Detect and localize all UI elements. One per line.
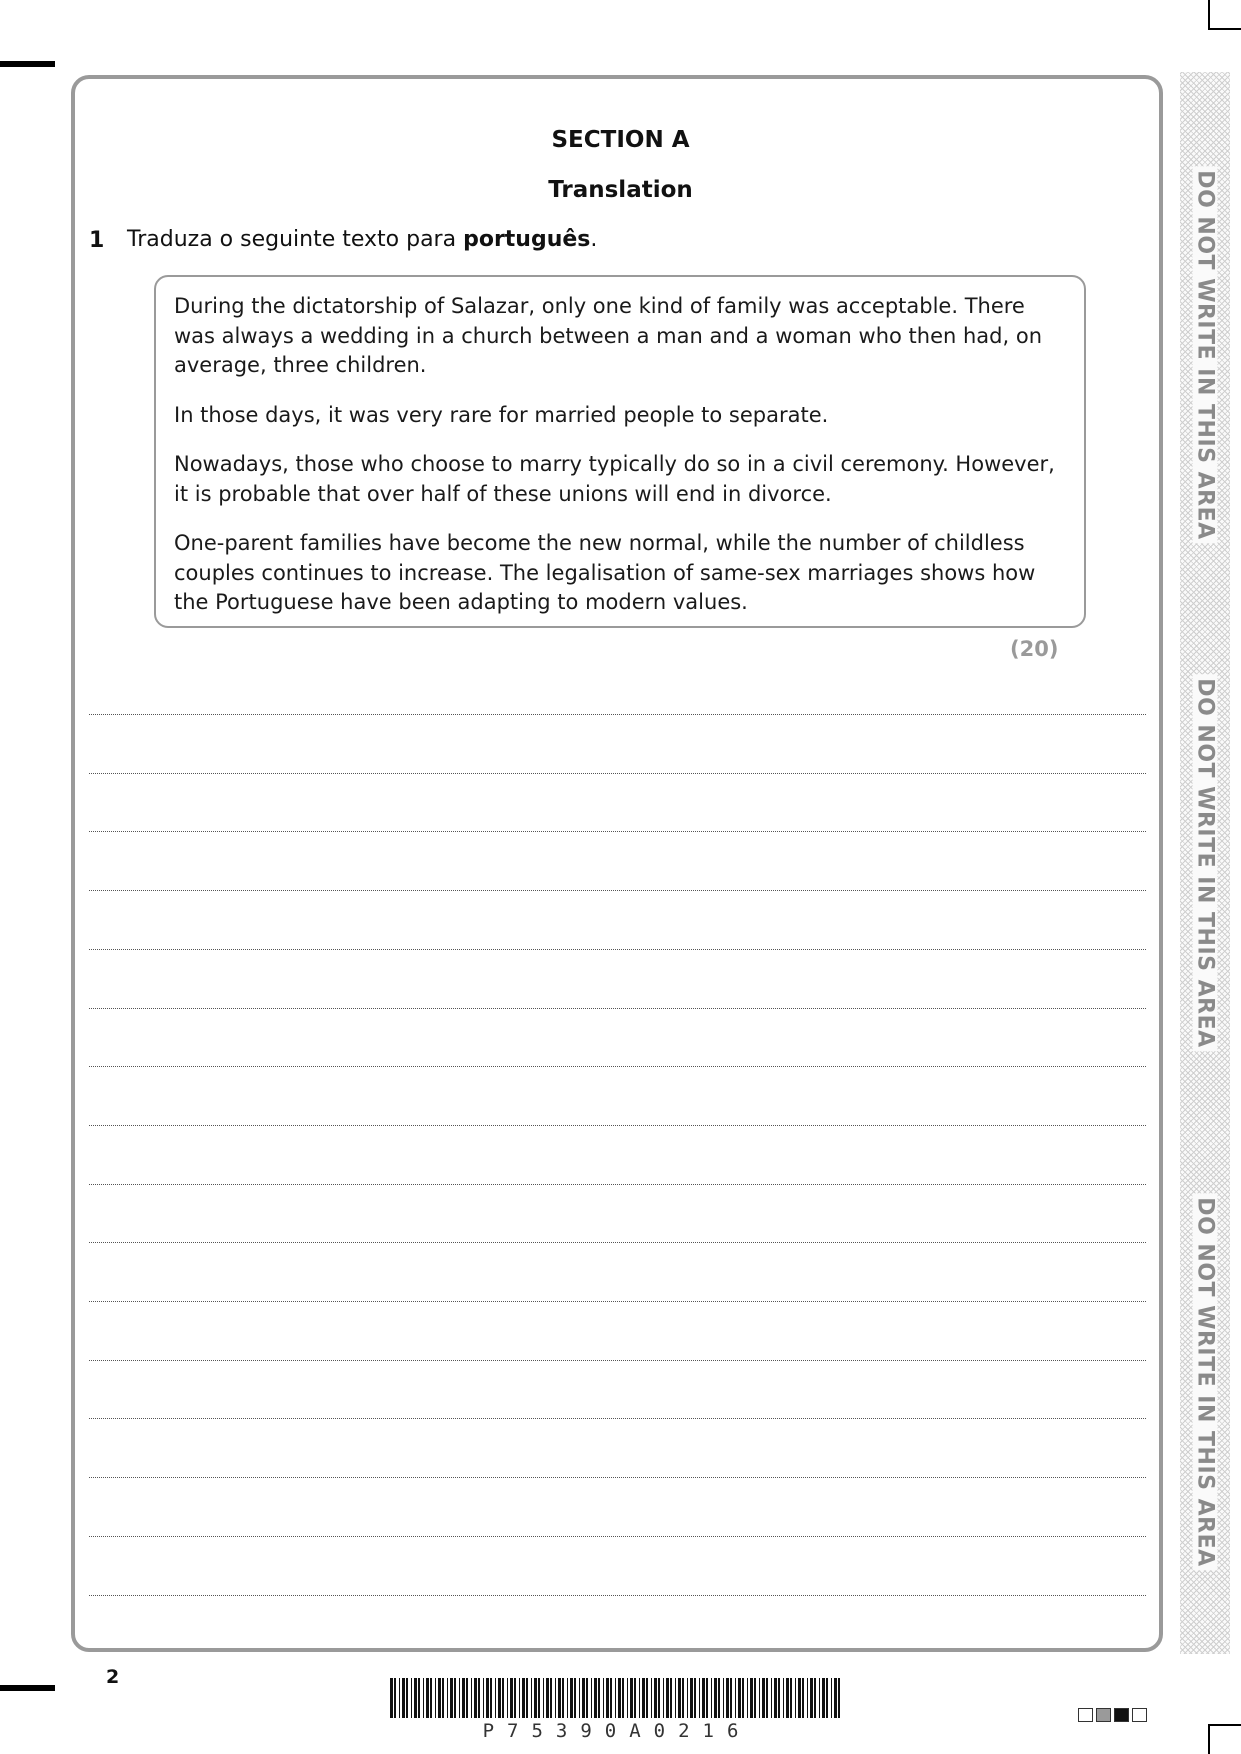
barcode-bar: [538, 1678, 540, 1718]
barcode-bar: [678, 1678, 681, 1718]
barcode-bar: [570, 1678, 573, 1718]
section-title: SECTION A: [551, 127, 690, 153]
barcode-bar: [622, 1678, 624, 1718]
barcode-bar: [646, 1678, 648, 1718]
barcode-bar: [699, 1678, 700, 1718]
answer-line[interactable]: [89, 949, 1146, 950]
barcode-bar: [783, 1678, 784, 1718]
barcode-bar: [738, 1678, 741, 1718]
barcode-bar: [802, 1678, 804, 1718]
barcode-bar: [682, 1678, 684, 1718]
barcode-bar: [735, 1678, 736, 1718]
barcode-bar: [778, 1678, 780, 1718]
marks-label: (20): [1010, 637, 1059, 661]
answer-line[interactable]: [89, 1008, 1146, 1009]
barcode-bar: [747, 1678, 748, 1718]
answer-line[interactable]: [89, 1242, 1146, 1243]
answer-line[interactable]: [89, 1536, 1146, 1537]
barcode-bar: [591, 1678, 592, 1718]
barcode-bar: [766, 1678, 768, 1718]
barcode-bar: [394, 1678, 396, 1718]
barcode-bar: [702, 1678, 705, 1718]
answer-line[interactable]: [89, 1125, 1146, 1126]
barcode-bar: [435, 1678, 436, 1718]
passage-box: [154, 275, 1086, 628]
barcode-bar: [694, 1678, 696, 1718]
instruction-suffix: .: [590, 227, 598, 252]
barcode-bar: [687, 1678, 688, 1718]
crop-mark-bottom-left: [0, 1685, 55, 1691]
barcode-bar: [507, 1678, 508, 1718]
crop-mark-bottom-right-h: [1208, 1724, 1241, 1726]
barcode-bar: [771, 1678, 772, 1718]
barcode-bar: [495, 1678, 496, 1718]
barcode-bar: [430, 1678, 432, 1718]
barcode-bar: [615, 1678, 616, 1718]
barcode-bar: [414, 1678, 417, 1718]
passage-paragraph: One-parent families have become the new normal, while the number of childless couples continues to increase. The legalisation of same-sex marriages shows how the Portuguese have been adapting to modern values.: [174, 531, 1036, 614]
barcode-bar: [822, 1678, 825, 1718]
indicator-square-black: [1114, 1708, 1129, 1722]
barcode-bar: [750, 1678, 753, 1718]
barcode-bar: [759, 1678, 760, 1718]
barcode-bar: [447, 1678, 448, 1718]
passage-paragraph: In those days, it was very rare for married people to separate.: [174, 402, 829, 427]
barcode-bar: [502, 1678, 504, 1718]
barcode-bar: [658, 1678, 660, 1718]
barcode-bar: [514, 1678, 516, 1718]
answer-line[interactable]: [89, 1360, 1146, 1361]
barcode-bar: [454, 1678, 456, 1718]
barcode-bar: [670, 1678, 672, 1718]
barcode-bar: [402, 1678, 405, 1718]
barcode-bar: [471, 1678, 472, 1718]
barcode-bar: [399, 1678, 400, 1718]
answer-line[interactable]: [89, 1418, 1146, 1419]
barcode-bar: [478, 1678, 480, 1718]
barcode-bar: [754, 1678, 756, 1718]
barcode-bar: [810, 1678, 813, 1718]
page-number: 2: [106, 1666, 120, 1688]
indicator-square-empty: [1078, 1708, 1093, 1722]
barcode-text: P75390A0216: [482, 1720, 752, 1742]
barcode-bar: [627, 1678, 628, 1718]
barcode-bar: [838, 1678, 840, 1718]
barcode-bar: [426, 1678, 429, 1718]
barcode-bar: [711, 1678, 712, 1718]
barcode-bar: [634, 1678, 636, 1718]
barcode-bar: [574, 1678, 576, 1718]
barcode-bar: [690, 1678, 693, 1718]
barcode-bar: [486, 1678, 489, 1718]
barcode-bar: [423, 1678, 424, 1718]
barcode-bar: [406, 1678, 408, 1718]
barcode-bar: [742, 1678, 744, 1718]
barcode-bar: [814, 1678, 816, 1718]
barcode-bar: [474, 1678, 477, 1718]
barcode-bar: [790, 1678, 792, 1718]
barcode-bar: [567, 1678, 568, 1718]
barcode-bar: [651, 1678, 652, 1718]
barcode-bar: [774, 1678, 777, 1718]
question-instruction: [127, 227, 597, 252]
barcode-bar: [598, 1678, 600, 1718]
barcode-bar: [610, 1678, 612, 1718]
barcode-bar: [654, 1678, 657, 1718]
barcode-bar: [442, 1678, 444, 1718]
barcode-bar: [522, 1678, 525, 1718]
barcode-bar: [666, 1678, 669, 1718]
crop-mark-top-right-v: [1208, 0, 1210, 28]
crop-mark-top-left: [0, 61, 55, 67]
barcode-bar: [618, 1678, 621, 1718]
passage-paragraph: Nowadays, those who choose to marry typically do so in a civil ceremony. However, it is probable that over half of these unions will end in divorce.: [174, 452, 1055, 506]
barcode-bar: [630, 1678, 633, 1718]
barcode-bar: [642, 1678, 645, 1718]
barcode-bar: [490, 1678, 492, 1718]
answer-line[interactable]: [89, 714, 1146, 715]
barcode-bar: [586, 1678, 588, 1718]
barcode-bar: [730, 1678, 732, 1718]
barcode-bar: [534, 1678, 537, 1718]
answer-line[interactable]: [89, 1184, 1146, 1185]
barcode-bar: [555, 1678, 556, 1718]
barcode-bar: [450, 1678, 453, 1718]
barcode-bar: [459, 1678, 460, 1718]
barcode-bar: [726, 1678, 729, 1718]
barcode-bar: [706, 1678, 708, 1718]
instruction-prefix: Traduza o seguinte texto para: [127, 227, 464, 252]
answer-line[interactable]: [89, 1595, 1146, 1596]
barcode-bar: [510, 1678, 513, 1718]
answer-line[interactable]: [89, 1477, 1146, 1478]
instruction-language: português: [463, 227, 591, 252]
barcode-bar: [831, 1678, 832, 1718]
barcode-bar: [795, 1678, 796, 1718]
barcode-bar: [550, 1678, 552, 1718]
barcode-bar: [418, 1678, 420, 1718]
passage-paragraph: During the dictatorship of Salazar, only one kind of family was acceptable. There was always a wedding in a church between a man and a woman who then had, on average, three children.: [174, 294, 1043, 377]
barcode-bar: [582, 1678, 585, 1718]
answer-line[interactable]: [89, 773, 1146, 774]
barcode-bar: [519, 1678, 520, 1718]
barcode-bar: [786, 1678, 789, 1718]
barcode-bar: [411, 1678, 412, 1718]
barcode-bar: [594, 1678, 597, 1718]
barcode-bar: [558, 1678, 561, 1718]
barcode-bar: [546, 1678, 549, 1718]
barcode-bar: [714, 1678, 717, 1718]
answer-line[interactable]: [89, 1066, 1146, 1067]
barcode-bar: [819, 1678, 820, 1718]
barcode-bar: [826, 1678, 828, 1718]
section-subtitle: Translation: [548, 177, 693, 203]
barcode-bar: [462, 1678, 465, 1718]
barcode-bar: [603, 1678, 604, 1718]
barcode-bar: [498, 1678, 501, 1718]
barcode-bar: [483, 1678, 484, 1718]
barcode-bar: [798, 1678, 801, 1718]
barcode-bar: [466, 1678, 468, 1718]
barcode-bar: [526, 1678, 528, 1718]
crop-mark-top-right-h: [1208, 28, 1241, 30]
question-number: 1: [89, 228, 105, 253]
page-indicator-squares: [1078, 1708, 1150, 1724]
answer-line[interactable]: [89, 831, 1146, 832]
barcode-bar: [723, 1678, 724, 1718]
barcode-bar: [438, 1678, 441, 1718]
indicator-square-empty: [1132, 1708, 1147, 1722]
indicator-square-grey: [1096, 1708, 1111, 1722]
barcode-bar: [834, 1678, 837, 1718]
barcode-bar: [663, 1678, 664, 1718]
crop-mark-bottom-right-v: [1208, 1726, 1210, 1754]
barcode-bar: [562, 1678, 564, 1718]
barcode-bar: [639, 1678, 640, 1718]
barcode-bar: [390, 1678, 393, 1718]
answer-line[interactable]: [89, 1301, 1146, 1302]
barcode-bar: [807, 1678, 808, 1718]
barcode-bar: [606, 1678, 609, 1718]
barcode-bar: [718, 1678, 720, 1718]
barcode-bar: [531, 1678, 532, 1718]
barcode-bar: [675, 1678, 676, 1718]
barcode-bar: [543, 1678, 544, 1718]
barcode: [390, 1678, 844, 1718]
answer-line[interactable]: [89, 890, 1146, 891]
barcode-bar: [762, 1678, 765, 1718]
barcode-bar: [579, 1678, 580, 1718]
